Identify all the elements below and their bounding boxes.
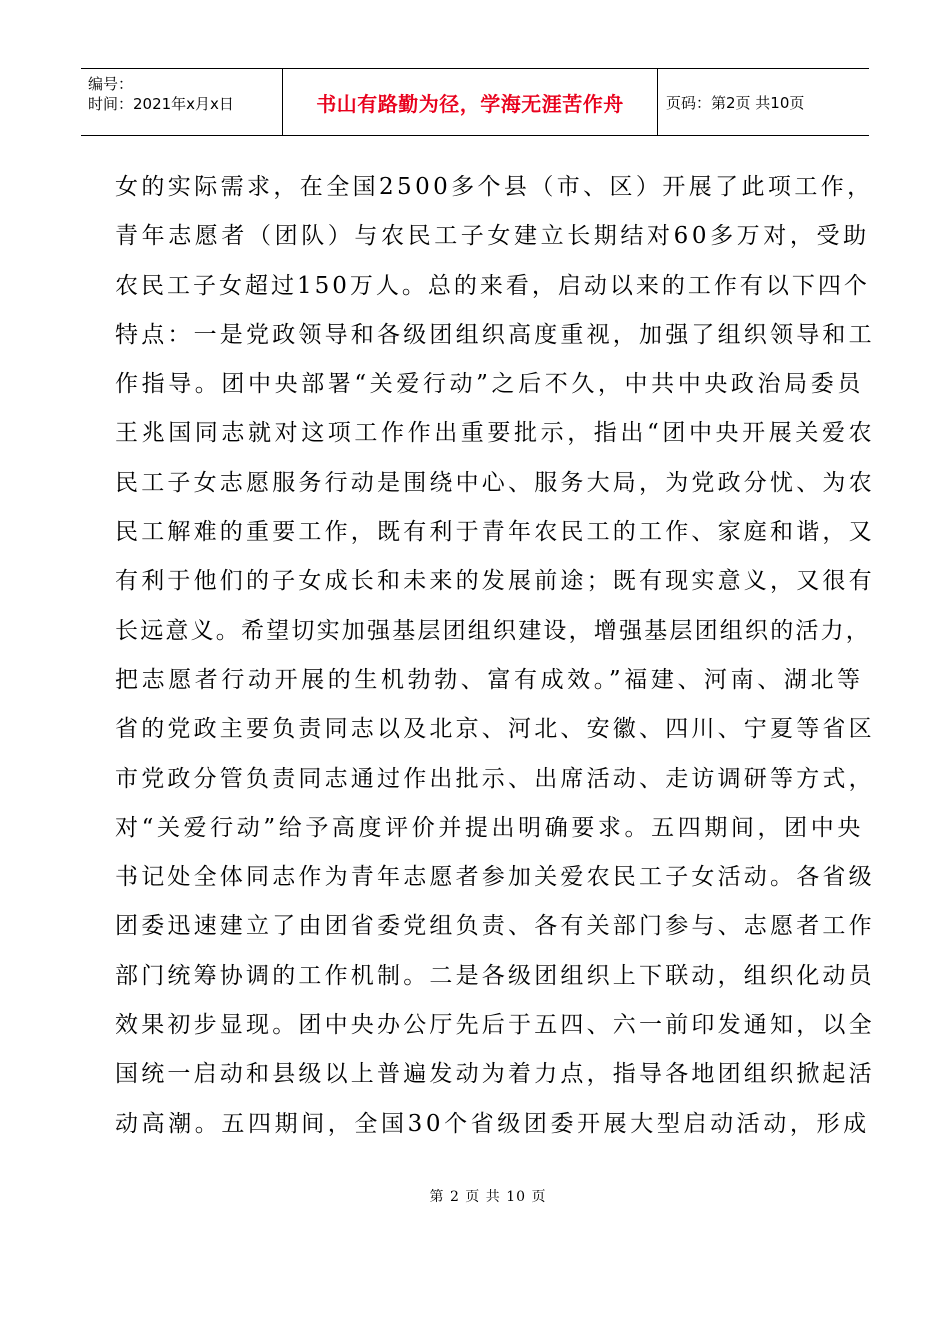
header-motto: 书山有路勤为径，学海无涯苦作舟 (283, 69, 658, 135)
document-body (115, 163, 876, 1149)
body-line: 长远意义。希望切实加强基层团组织建设，增强基层团组织的活力， (115, 617, 871, 644)
body-line: 民工子女志愿服务行动是围绕中心、服务大局，为党政分忧、为农 (115, 469, 875, 496)
number-label: 编号： (88, 75, 134, 93)
body-line: 有利于他们的子女成长和未来的发展前途；既有现实意义，又很有 (115, 568, 875, 595)
header-meta-cell (81, 69, 283, 135)
body-line: 市党政分管负责同志通过作出批示、出席活动、走访调研等方式， (115, 765, 875, 792)
header-page-info: 页码：第2页 共10页 (666, 93, 805, 112)
body-line: 对“关爱行动”给予高度评价并提出明确要求。五四期间，团中央 (115, 814, 864, 841)
body-line: 效果初步显现。团中央办公厅先后于五四、六一前印发通知，以全 (115, 1012, 875, 1039)
body-line: 团委迅速建立了由团省委党组负责、各有关部门参与、志愿者工作 (115, 913, 875, 940)
body-line: 书记处全体同志作为青年志愿者参加关爱农民工子女活动。各省级 (115, 864, 875, 891)
body-line: 女的实际需求，在全国2500多个县（市、区）开展了此项工作， (115, 174, 874, 200)
time-label: 时间：2021年x月x日 (88, 95, 234, 113)
body-line: 王兆国同志就对这项工作作出重要批示，指出“团中央开展关爱农 (115, 420, 876, 447)
body-line: 特点：一是党政领导和各级团组织高度重视，加强了组织领导和工 (115, 321, 875, 348)
document-header (81, 68, 869, 136)
body-line: 动高潮。五四期间，全国30个省级团委开展大型启动活动，形成 (115, 1110, 870, 1137)
body-line: 作指导。团中央部署“关爱行动”之后不久，中共中央政治局委员 (115, 371, 864, 398)
body-line: 青年志愿者（团队）与农民工子女建立长期结对60多万对，受助 (115, 223, 870, 250)
body-line: 省的党政主要负责同志以及北京、河北、安徽、四川、宁夏等省区 (115, 716, 875, 743)
page-footer: 第 2 页 共 10 页 (429, 1189, 547, 1205)
body-line: 部门统筹协调的工作机制。二是各级团组织上下联动，组织化动员 (115, 962, 875, 989)
body-line: 民工解难的重要工作，既有利于青年农民工的工作、家庭和谐，又 (115, 519, 875, 546)
body-line: 国统一启动和县级以上普遍发动为着力点，指导各地团组织掀起活 (115, 1061, 875, 1088)
body-line: 农民工子女超过150万人。总的来看，启动以来的工作有以下四个 (115, 272, 870, 299)
body-line: 把志愿者行动开展的生机勃勃、富有成效。”福建、河南、湖北等 (115, 666, 864, 693)
